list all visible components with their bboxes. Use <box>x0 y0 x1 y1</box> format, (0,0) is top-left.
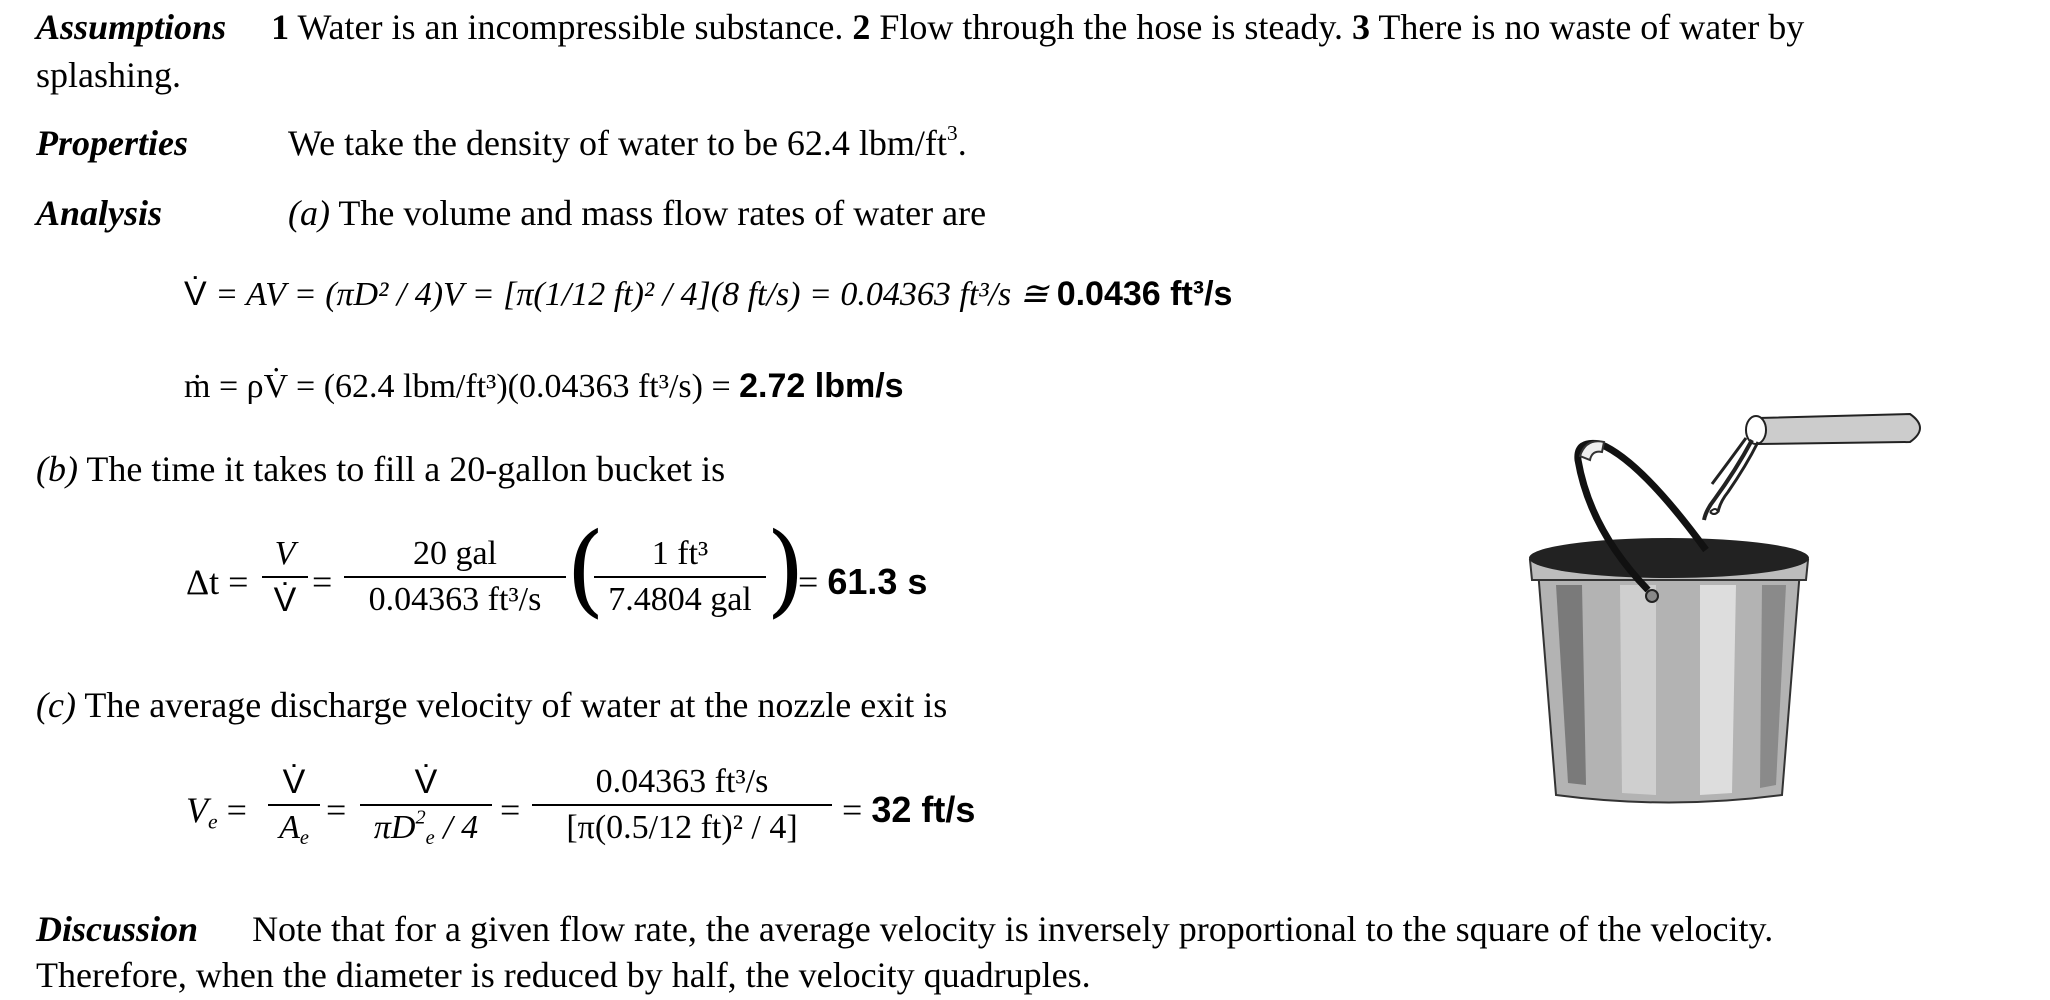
part-c-fraction-2 <box>360 762 492 848</box>
part-c-lhs: $V_e$ = <box>186 790 247 834</box>
c-frac1-num: V̇ <box>282 763 306 801</box>
c-equals-1: = <box>326 790 347 830</box>
analysis-line <box>36 190 162 236</box>
bucket-stripe-2 <box>1620 585 1656 795</box>
properties-label: Properties <box>36 123 188 163</box>
assumption-3-text: There is no waste of water by <box>1378 7 1805 47</box>
b-frac3-num: 1 ft³ <box>651 535 709 572</box>
part-b-fraction-2 <box>344 534 566 620</box>
c-frac3-num: 0.04363 ft³/s <box>595 763 769 800</box>
eq1-lhs: V̇ <box>184 275 207 313</box>
part-c-label: (c) <box>36 685 76 725</box>
c-frac1-den: $A_e$ <box>279 809 309 850</box>
part-a-label: (a) <box>288 193 330 233</box>
assumption-1-number: 1 <box>271 7 290 47</box>
part-b-line <box>36 446 725 492</box>
water-stream-1 <box>1704 440 1752 520</box>
part-c-text: The average discharge velocity of water at the nozzle exit is <box>84 685 948 725</box>
part-b-fraction-3 <box>594 534 766 620</box>
part-c-fraction-3 <box>532 762 832 848</box>
discussion-text-continued: Therefore, when the diameter is reduced by half, the velocity quadruples. <box>36 955 1091 995</box>
bucket-stripe-3 <box>1700 585 1736 795</box>
analysis-label: Analysis <box>36 193 163 233</box>
bucket-hose-figure <box>1500 400 1940 820</box>
assumptions-label: Assumptions <box>36 7 227 47</box>
mass-flow-equation <box>184 364 904 409</box>
discussion-text: Note that for a given flow rate, the average velocity is inversely proportional to the square of the velocity. <box>252 909 1774 949</box>
assumption-3-continued: splashing. <box>36 55 182 95</box>
b-frac2-num: 20 gal <box>412 535 498 572</box>
bucket-handle-right <box>1600 444 1706 550</box>
volume-flow-equation <box>184 272 1232 317</box>
eq1-body: = AV = (πD² / 4)V = [π(1/12 ft)² / 4](8 ft/s) = 0.04363 ft³/s ≅ <box>215 276 1049 313</box>
assumptions-line <box>36 4 2016 50</box>
b-result: 61.3 s <box>827 561 928 602</box>
b-frac1-den: V̇ <box>273 581 297 619</box>
c-result-line: = 32 ft/s <box>842 789 976 830</box>
analysis-text: The volume and mass flow rates of water are <box>338 193 987 233</box>
b-right-paren: ) <box>766 511 806 628</box>
part-b-fraction-1 <box>262 534 308 620</box>
c-equals-2: = <box>500 790 521 830</box>
assumption-3-number: 3 <box>1352 7 1371 47</box>
part-b-lhs: Δt = <box>186 562 249 602</box>
c-frac3-den: [π(0.5/12 ft)² / 4] <box>566 809 798 846</box>
eq2-result: 2.72 lbm/s <box>739 367 904 405</box>
discussion-label: Discussion <box>36 909 199 949</box>
part-b-text: The time it takes to fill a 20-gallon bucket is <box>86 449 726 489</box>
part-b-label: (b) <box>36 449 78 489</box>
discussion-line <box>36 906 2016 952</box>
b-frac2-den: 0.04363 ft³/s <box>368 581 542 618</box>
properties-line <box>36 120 188 166</box>
assumption-2-text: Flow through the hose is steady. <box>879 7 1344 47</box>
eq2-lhs: ṁ <box>184 368 211 405</box>
b-frac3-den: 7.4804 gal <box>608 581 752 618</box>
analysis-text-block <box>288 190 986 236</box>
properties-text: We take the density of water to be 62.4 lbm/ft <box>288 123 947 163</box>
part-c-line <box>36 682 947 728</box>
c-frac2-num: V̇ <box>414 763 438 801</box>
b-frac1-num: V <box>274 535 296 572</box>
hose <box>1758 414 1920 444</box>
b-left-paren: ( <box>566 511 606 628</box>
water-stream-2 <box>1718 442 1758 512</box>
c-frac2-den: $\pi D^2_e / 4$ <box>373 806 479 850</box>
hose-nozzle <box>1746 416 1766 444</box>
eq2-body: = ρV̇ = (62.4 lbm/ft³)(0.04363 ft³/s) = <box>218 368 731 405</box>
handle-rivet <box>1646 590 1658 602</box>
properties-exponent: 3 <box>946 120 958 145</box>
assumption-1-text: Water is an incompressible substance. <box>297 7 844 47</box>
properties-end: . <box>957 123 967 163</box>
eq1-result: 0.0436 ft³/s <box>1056 275 1233 313</box>
water-droplet <box>1710 509 1718 514</box>
c-result: 32 ft/s <box>871 789 976 830</box>
assumption-2-number: 2 <box>852 7 871 47</box>
b-result-line: = 61.3 s <box>798 561 928 602</box>
part-c-fraction-1 <box>268 762 320 848</box>
b-equals-1: = <box>312 562 333 602</box>
water-surface <box>1529 538 1809 578</box>
properties-text-block <box>288 120 967 166</box>
